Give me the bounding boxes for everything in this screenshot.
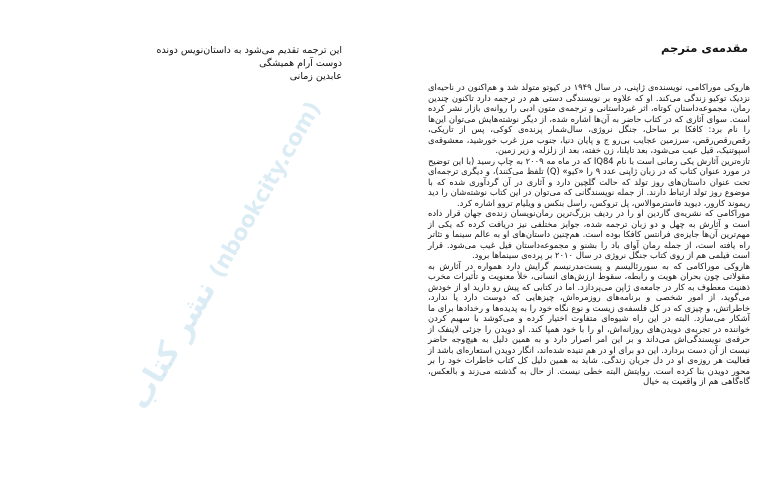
dedication-line-3: عابدین زمانی [289,71,342,82]
watermark-url: (nbookcity.com) [205,97,327,283]
dedication-line-1: این ترجمه تقدیم می‌شود به داستان‌نویس دونده [156,45,342,56]
right-page [384,0,768,501]
page-title: مقدمه‌ی مترجم [661,41,748,55]
dedication-line-2: دوست آرام همیشگی [259,58,342,69]
paragraph-3: موراکامی که نشریه‌ی گاردین او را در ردیف بزرگ‌ترین رمان‌نویسان زنده‌ی جهان قرار داده است و آثارش به چهل و دو زبان ترجمه شده، جوایز مختلفی نیز دریافت کرده که یکی از مهم‌ترین آن‌ها جایزه‌ی فرانتس کافکا بوده است. هم‌چنین داستان‌های او به عالم سینما و تئاتر راه یافته است، از جمله رمان آوای باد را بشنو و مجموعه‌داستان فیل غیب می‌شود. قرار است فیلمی هم از روی کتاب جنگل نروژی در سال ۲۰۱۰ بر پرده‌ی سینماها برود. [428,208,750,260]
paragraph-2: تازه‌ترین آثارش یکی رمانی است با نام IQ84 که در ماه مه ۲۰۰۹ به چاپ رسید (با این توضیح در مورد عنوان کتاب که در زبان ژاپنی عدد ۹ را «کیو» (Q) تلفظ می‌کنند)، و دیگری ترجمه‌ای تحت عنوان داستان‌های روز تولد که حالت گلچین دارد و آثاری در آن گردآوری شده که با موضوع روز تولد ارتباط دارند. از جمله نویسندگانی که می‌توان در این کتاب نوشته‌شان را دید ریموند کارور، دیوید فاسترموالاس، پل تروکس، راسل بنکس و ویلیام تروو اشاره کرد. [428,155,750,208]
dedication [122,44,342,83]
watermark-text: نشر کتاب [121,274,224,416]
paragraph-1: هاروکی موراکامی، نویسنده‌ی ژاپنی، در سال ۱۹۴۹ در کیوتو متولد شد و هم‌اکنون در ناحیه‌ای نزدیک توکیو زندگی می‌کند. او که علاوه بر نویسندگی دستی هم در ترجمه دارد تاکنون چندین رمان، مجموعه‌داستان کوتاه، اثر غیرداستانی و ترجمه‌ی متون ادبی را روانه‌ی بازار نشر کرده است. سوای آثاری که در کتاب حاضر به آن‌ها اشاره شده، از دیگر نوشته‌هایش می‌توان این‌ها را نام برد: کافکا بر ساحل، جنگل نروژی، سال‌شمار پرنده‌ی کوکی، پس از تاریکی، رقص‌رقص‌رقص، سرزمین عجایب بی‌رو ج و پایان دنیا، جنوب مرز غرب خورشید، معشوقه‌ی اسپوتنیک، قیل عیب می‌شود، بعد تایلنا، زن خفته، بعد از زلزله و زیر زمین. [428,82,750,155]
paragraph-4: هاروکی موراکامی که به سوررئالیسم و پست‌مدرنیسم گرایش دارد همواره در آثارش به مقولاتی چون بحران هویت و رابطه، سقوط ارزش‌های انسانی، خلأ معنویت و تأثیرات مخرب ذهنیت معطوف به کار در جامعه‌ی ژاپن می‌پردازد. اما در کتابی که پیش رو دارید او از خودش می‌گوید، از امور شخصی و برنامه‌های روزمره‌اش، چیزهایی که دوست دارد یا ندارد، خاطراتش، و چیزی که در کل فلسفه‌ی زیست و نوع نگاه خود را به پدیده‌ها و رخدادها برای ما آشکار می‌سازد. البته در این راه شیوه‌ای متفاوت اختیار کرده و می‌کوشد با سهیم کردن خواننده در تجربه‌ی دویدن‌های روزانه‌اش، او را با خود همپا کند. او دویدن را جزئی لاینفک از حرفه‌ی نویسندگی‌اش می‌داند و بر این امر اصرار دارد و به همین دلیل به هیچ‌وجه حاضر نیست از آن دست بردارد. این دو برای او در هم تنیده شده‌اند، انگار دویدن استعاره‌ای باشد از فعالیت هر روزه‌ی او در دل جریان زندگی. شاید به همین دلیل کل کتاب خاطرات خود را بر محور دویدن بنا کرده است. روایتش البته خطی نیست. از حال به گذشته می‌زند و بالعکس، گاه‌گاهی هم از واقعیت به خیال [428,260,750,386]
translator-preface-body [428,82,750,387]
